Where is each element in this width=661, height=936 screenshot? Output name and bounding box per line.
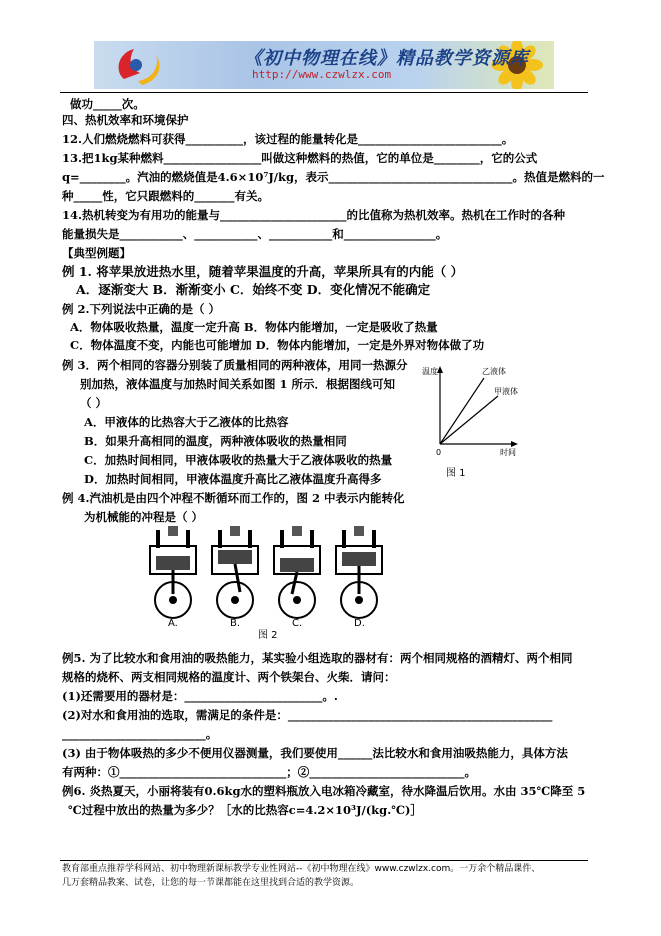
question-5-part: (1)还需要用的器材是：________________________。. [62, 689, 338, 703]
footer-line: 几万套精品教案、试卷，让您的每一节课都能在这里找到合适的教学资源。 [62, 878, 360, 888]
text-line: 做功_____次。 [70, 97, 145, 111]
question-5-part: (3) 由于物体吸热的多少不便用仪器测量，我们要使用______法比较水和食用油吸热能力，具体方法 [62, 746, 568, 760]
question-1: 例 1. 将苹果放进热水里，随着苹果温度的升高，苹果所具有的内能（ ） [62, 264, 464, 279]
question-2-options: A．物体吸收热量，温度一定升高 B．物体内能增加，一定是吸收了热量 [70, 320, 438, 334]
figure-2-engines [142, 524, 397, 642]
series-label: 甲液体 [494, 387, 518, 396]
figure-2-label: A. [168, 618, 178, 629]
header-rule [60, 92, 588, 93]
origin-label: 0 [436, 448, 442, 457]
line-yi [440, 378, 484, 444]
question-3: 别加热，液体温度与加热时间关系如图 1 所示．根据图线可知 [80, 377, 396, 391]
figure-1-graph [420, 362, 520, 482]
text-line: 能量损失是___________、___________、___________和________________。 [62, 227, 448, 241]
question-6: ℃过程中放出的热量为多少？［水的比热容c=4.2×10³J/(kg.℃)］ [68, 803, 422, 817]
figure-2-label: D. [354, 618, 365, 629]
banner-title: 《初中物理在线》精品教学资源库 [244, 48, 529, 69]
engine-icon [336, 526, 382, 618]
figure-2-label: B. [230, 618, 241, 629]
section-heading: 【典型例题】 [62, 246, 131, 260]
footer-line: 教育部重点推荐学科网站、初中物理新课标教学专业性网站--《初中物理在线》www.czwlzx.com。一万余个精品课件、 [62, 864, 541, 874]
question-3-option: C．加热时间相同，甲液体吸收的热量大于乙液体吸收的热量 [84, 453, 393, 467]
footer-rule [60, 860, 588, 861]
text-line: 13.把1kg某种燃料_________________叫做这种燃料的热值，它的单位是________，它的公式 [62, 151, 538, 165]
figure-caption: 图 1 [446, 468, 466, 479]
section-heading: 四、热机效率和环境保护 [62, 113, 189, 127]
text-line: 12.人们燃烧燃料可获得__________，该过程的能量转化是_________________________。 [62, 132, 514, 146]
header-banner [94, 41, 554, 89]
figure-caption: 图 2 [258, 630, 278, 641]
question-5-part: _________________________。 [62, 727, 218, 741]
question-2-options: C．物体温度不变，内能也可能增加 D．物体内能增加，一定是外界对物体做了功 [70, 338, 485, 352]
question-4: 例 4.汽油机是由四个冲程不断循环而工作的，图 2 中表示内能转化 [62, 491, 405, 505]
question-2: 例 2.下列说法中正确的是（ ） [62, 302, 221, 316]
text-line: 14.热机转变为有用功的能量与______________________的比值称为热机效率。热机在工作时的各种 [62, 208, 566, 222]
question-3-option: B．如果升高相同的温度，两种液体吸收的热量相同 [84, 434, 347, 448]
question-4: 为机械能的冲程是（ ） [84, 510, 204, 524]
banner-url: http://www.czwlzx.com [252, 68, 392, 81]
engine-icon [212, 526, 258, 618]
question-3: 例 3．两个相同的容器分别装了质量相同的两种液体，用同一热源分 [62, 358, 408, 372]
x-axis-label: 时间 [500, 448, 516, 457]
figure-2-label: C. [292, 618, 303, 629]
question-5: 规格的烧杯、两支相同规格的温度计、两个铁架台、火柴．请问： [62, 670, 396, 684]
question-6: 例6. 炎热夏天，小丽将装有0.6kg水的塑料瓶放入电冰箱冷藏室，待水降温后饮用。水由 35℃降至 5 [62, 784, 586, 798]
engine-icon [274, 526, 320, 618]
question-1-options: A．逐渐变大 B．渐渐变小 C．始终不变 D．变化情况不能确定 [76, 282, 431, 297]
text-line: 种_____性，它只跟燃料的_______有关。 [62, 189, 269, 203]
question-3: （ ） [80, 396, 108, 410]
line-jia [440, 396, 498, 444]
question-5: 例5. 为了比较水和食用油的吸热能力，某实验小组选取的器材有：两个相同规格的酒精灯、两个相同 [62, 651, 573, 665]
text-line: q=________。汽油的燃烧值是4.6×10⁷J/kg，表示________________________________。热值是燃料的一 [62, 170, 605, 184]
series-label: 乙液体 [482, 367, 506, 376]
question-3-option: A．甲液体的比热容大于乙液体的比热容 [84, 415, 289, 429]
y-axis-label: 温度 [422, 367, 438, 376]
question-3-option: D．加热时间相同，甲液体温度升高比乙液体温度升高得多 [84, 472, 382, 486]
question-5-part: 有两种：①_____________________________；②___________________________。 [62, 765, 476, 779]
engine-icon [150, 526, 196, 618]
question-5-part: (2)对水和食用油的选取，需满足的条件是：______________________________________________ [62, 708, 553, 722]
site-logo-icon [94, 41, 184, 89]
